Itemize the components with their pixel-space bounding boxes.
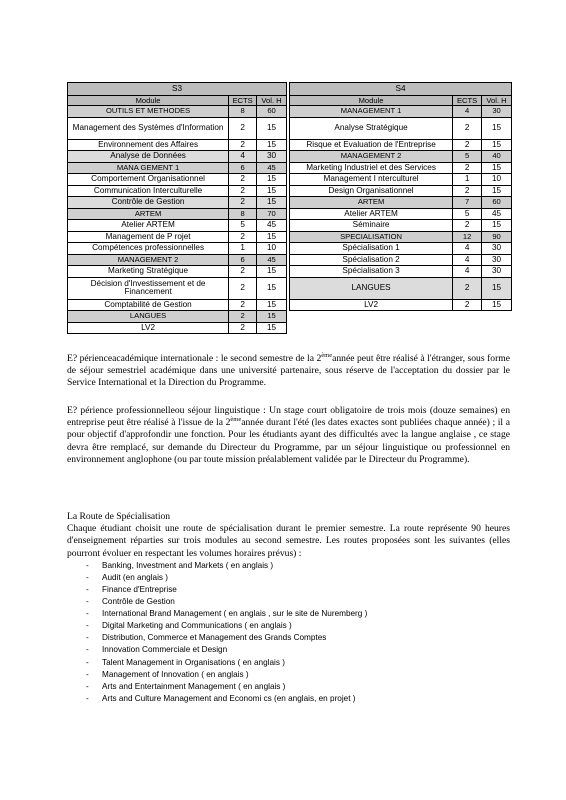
hours-cell: 15 — [257, 197, 287, 209]
table-row — [290, 254, 512, 266]
table-row — [68, 231, 287, 243]
module-cell: Atelier ARTEM — [290, 208, 453, 220]
hours-cell: 30 — [257, 151, 287, 163]
table-row — [290, 220, 512, 232]
ects-cell: 2 — [229, 277, 257, 299]
hours-cell: 40 — [482, 151, 512, 163]
ects-cell: 2 — [229, 185, 257, 197]
module-cell: Atelier ARTEM — [68, 220, 229, 232]
module-cell: Analyse Stratégique — [290, 117, 453, 139]
table-row — [68, 117, 287, 139]
hours-cell: 45 — [257, 254, 287, 266]
table-row — [290, 185, 512, 197]
module-cell: Communication Interculturelle — [68, 185, 229, 197]
table-row — [290, 117, 512, 139]
module-cell: Analyse de Données — [68, 151, 229, 163]
hours-cell: 15 — [482, 139, 512, 151]
table-row — [290, 139, 512, 151]
hours-cell: 15 — [482, 162, 512, 174]
module-cell: SPECIALISATION — [290, 231, 453, 243]
superscript: ème — [230, 416, 242, 424]
table-row — [68, 220, 287, 232]
table-row — [290, 174, 512, 186]
module-cell: Contrôle de Gestion — [68, 197, 229, 209]
hours-cell: 15 — [257, 139, 287, 151]
ects-cell: 8 — [229, 208, 257, 220]
table-row — [68, 243, 287, 255]
table-row — [290, 151, 512, 163]
route-item: - Audit (en anglais ) — [67, 572, 510, 584]
ects-cell: 5 — [229, 220, 257, 232]
hours-cell: 45 — [257, 220, 287, 232]
column-header-module: Module — [290, 96, 453, 106]
hours-cell: 15 — [257, 174, 287, 186]
module-cell: OUTILS ET METHODES — [68, 106, 229, 118]
column-header-volume: Vol. H — [482, 96, 512, 106]
table-row — [68, 151, 287, 163]
module-cell: Séminaire — [290, 220, 453, 232]
module-cell: Management de P rojet — [68, 231, 229, 243]
hours-cell: 30 — [482, 266, 512, 278]
ects-cell: 7 — [453, 197, 482, 209]
route-item: - Arts and Entertainment Management ( en anglais ) — [67, 681, 510, 693]
ects-cell: 2 — [229, 322, 257, 334]
table-row — [68, 266, 287, 278]
hours-cell: 90 — [482, 231, 512, 243]
hours-cell: 15 — [482, 299, 512, 311]
ects-cell: 2 — [229, 311, 257, 323]
table-row — [68, 322, 287, 334]
section-title: La Route de Spécialisation — [67, 511, 171, 522]
route-item: - Contrôle de Gestion — [67, 596, 510, 608]
route-item: - Innovation Commerciale et Design — [67, 644, 510, 656]
table-row — [290, 197, 512, 209]
table-row — [290, 299, 512, 311]
ects-cell: 4 — [453, 266, 482, 278]
ects-cell: 4 — [453, 106, 482, 118]
module-cell: Management des Systèmes d'Information — [68, 117, 229, 139]
column-header-module: Module — [68, 96, 229, 106]
ects-cell: 6 — [229, 254, 257, 266]
table-row — [290, 266, 512, 278]
hours-cell: 15 — [257, 266, 287, 278]
column-header-volume: Vol. H — [257, 96, 287, 106]
table-row — [68, 106, 287, 118]
hours-cell: 15 — [257, 231, 287, 243]
hours-cell: 45 — [257, 162, 287, 174]
ects-cell: 8 — [229, 106, 257, 118]
section-body: Chaque étudiant choisit une route de spécialisation durant le premier semestre. La route représente 90 heures d'enseignement réparties sur trois modules au second semestre. Les routes proposées sont les suivantes (elles pourront évoluer en respectant les volumes horaires prévus) : — [67, 523, 510, 559]
hours-cell: 60 — [257, 106, 287, 118]
route-item: - Banking, Investment and Markets ( en anglais ) — [67, 560, 510, 572]
ects-cell: 2 — [229, 117, 257, 139]
paragraph-text: le second semestre de la 2 — [220, 353, 322, 364]
hours-cell: 15 — [482, 277, 512, 299]
s4-curriculum-table — [289, 82, 512, 311]
ects-cell: 6 — [229, 162, 257, 174]
module-cell: ARTEM — [68, 208, 229, 220]
table-row — [290, 208, 512, 220]
table-row — [68, 162, 287, 174]
paragraph-text: Un stage court obligatoire de trois mois (douze semaines) en entreprise peut être réalisé à l'issue de la 2 — [67, 405, 510, 429]
module-cell: Décision d'Investissement et de Financement — [68, 277, 229, 299]
table-row — [68, 254, 287, 266]
ects-cell: 2 — [229, 231, 257, 243]
paragraph-lead: E? périence professionnelleou séjour linguistique : — [67, 405, 270, 416]
table-row — [68, 311, 287, 323]
route-item: - International Brand Management ( en anglais , sur le site de Nuremberg ) — [67, 608, 510, 620]
route-item: - Finance d'Entreprise — [67, 584, 510, 596]
ects-cell: 12 — [453, 231, 482, 243]
routes-list — [67, 560, 510, 705]
ects-cell: 2 — [229, 197, 257, 209]
module-cell: Comptabilité de Gestion — [68, 299, 229, 311]
professional-experience-paragraph — [67, 405, 510, 466]
s3-curriculum-table — [67, 82, 287, 334]
route-item: - Digital Marketing and Communications ( en anglais ) — [67, 620, 510, 632]
paragraph-text: année peut être réalisé à l'étranger, sous forme de séjour semestriel académique dans une université partenaire, sous réserve de l'acceptation du dossier par le Service International et la Direction du Programme. — [67, 353, 510, 389]
column-header-ects: ECTS — [229, 96, 257, 106]
module-cell: MANAGEMENT 2 — [68, 254, 229, 266]
route-item: - Distribution, Commerce et Management des Grands Comptes — [67, 632, 510, 644]
hours-cell: 15 — [482, 117, 512, 139]
ects-cell: 2 — [453, 139, 482, 151]
hours-cell: 15 — [482, 185, 512, 197]
module-cell: Environnement des Affaires — [68, 139, 229, 151]
hours-cell: 30 — [482, 243, 512, 255]
superscript: ème — [321, 351, 333, 359]
module-cell: Spécialisation 3 — [290, 266, 453, 278]
paragraph-lead: E? périenceacadémique internationale : — [67, 353, 221, 364]
module-cell: MANAGEMENT 2 — [290, 151, 453, 163]
hours-cell: 45 — [482, 208, 512, 220]
hours-cell: 15 — [482, 220, 512, 232]
ects-cell: 1 — [229, 243, 257, 255]
module-cell: ARTEM — [290, 197, 453, 209]
module-cell: LV2 — [68, 322, 229, 334]
semester-header: S4 — [290, 83, 512, 96]
table-row — [68, 174, 287, 186]
hours-cell: 15 — [257, 277, 287, 299]
hours-cell: 15 — [257, 117, 287, 139]
ects-cell: 4 — [229, 151, 257, 163]
specialisation-routes-section — [67, 511, 510, 705]
hours-cell: 30 — [482, 254, 512, 266]
ects-cell: 2 — [229, 299, 257, 311]
table-row — [290, 106, 512, 118]
hours-cell: 60 — [482, 197, 512, 209]
ects-cell: 5 — [453, 208, 482, 220]
ects-cell: 2 — [229, 174, 257, 186]
hours-cell: 70 — [257, 208, 287, 220]
hours-cell: 15 — [257, 185, 287, 197]
ects-cell: 1 — [453, 174, 482, 186]
module-cell: Marketing Stratégique — [68, 266, 229, 278]
module-cell: Compétences professionnelles — [68, 243, 229, 255]
ects-cell: 2 — [453, 117, 482, 139]
ects-cell: 2 — [229, 266, 257, 278]
module-cell: Marketing Industriel et des Services — [290, 162, 453, 174]
module-cell: Spécialisation 2 — [290, 254, 453, 266]
route-item: - Management of Innovation ( en anglais ) — [67, 669, 510, 681]
international-experience-paragraph — [67, 353, 510, 390]
module-cell: Design Organisationnel — [290, 185, 453, 197]
table-row — [68, 277, 287, 299]
paragraph-text: année durant l'été (les dates exactes sont publiées chaque année) ; il a pour objectif d'approfondir une fonction. Pour les étudiants ayant des difficultés avec la langue anglaise , ce stage devra être remplacé, sur demande du Directeur du Programme, par un séjour linguistique ou professionnel en environnement anglophone (ou par toute mission préalablement validée par le Directeur du Programme). — [67, 417, 510, 465]
ects-cell: 4 — [453, 254, 482, 266]
table-row — [290, 162, 512, 174]
ects-cell: 2 — [453, 220, 482, 232]
module-cell: LANGUES — [68, 311, 229, 323]
table-row — [68, 197, 287, 209]
module-cell: LV2 — [290, 299, 453, 311]
table-row — [68, 208, 287, 220]
ects-cell: 4 — [453, 243, 482, 255]
hours-cell: 10 — [482, 174, 512, 186]
table-row — [290, 277, 512, 299]
module-cell: Management I nterculturel — [290, 174, 453, 186]
ects-cell: 2 — [229, 139, 257, 151]
module-cell: Risque et Evaluation de l'Entreprise — [290, 139, 453, 151]
semester-header: S3 — [68, 83, 287, 96]
ects-cell: 5 — [453, 151, 482, 163]
ects-cell: 2 — [453, 299, 482, 311]
table-row — [68, 185, 287, 197]
table-row — [290, 231, 512, 243]
table-row — [68, 299, 287, 311]
module-cell: MANA GEMENT 1 — [68, 162, 229, 174]
column-header-ects: ECTS — [453, 96, 482, 106]
route-item: - Talent Management in Organisations ( en anglais ) — [67, 657, 510, 669]
route-item: - Arts and Culture Management and Economi cs (en anglais, en projet ) — [67, 693, 510, 705]
module-cell: MANAGEMENT 1 — [290, 106, 453, 118]
ects-cell: 2 — [453, 185, 482, 197]
ects-cell: 2 — [453, 162, 482, 174]
module-cell: Comportement Organisationnel — [68, 174, 229, 186]
table-row — [68, 139, 287, 151]
hours-cell: 30 — [482, 106, 512, 118]
module-cell: LANGUES — [290, 277, 453, 299]
module-cell: Spécialisation 1 — [290, 243, 453, 255]
hours-cell: 10 — [257, 243, 287, 255]
hours-cell: 15 — [257, 311, 287, 323]
table-row — [290, 243, 512, 255]
ects-cell: 2 — [453, 277, 482, 299]
hours-cell: 15 — [257, 322, 287, 334]
hours-cell: 15 — [257, 299, 287, 311]
